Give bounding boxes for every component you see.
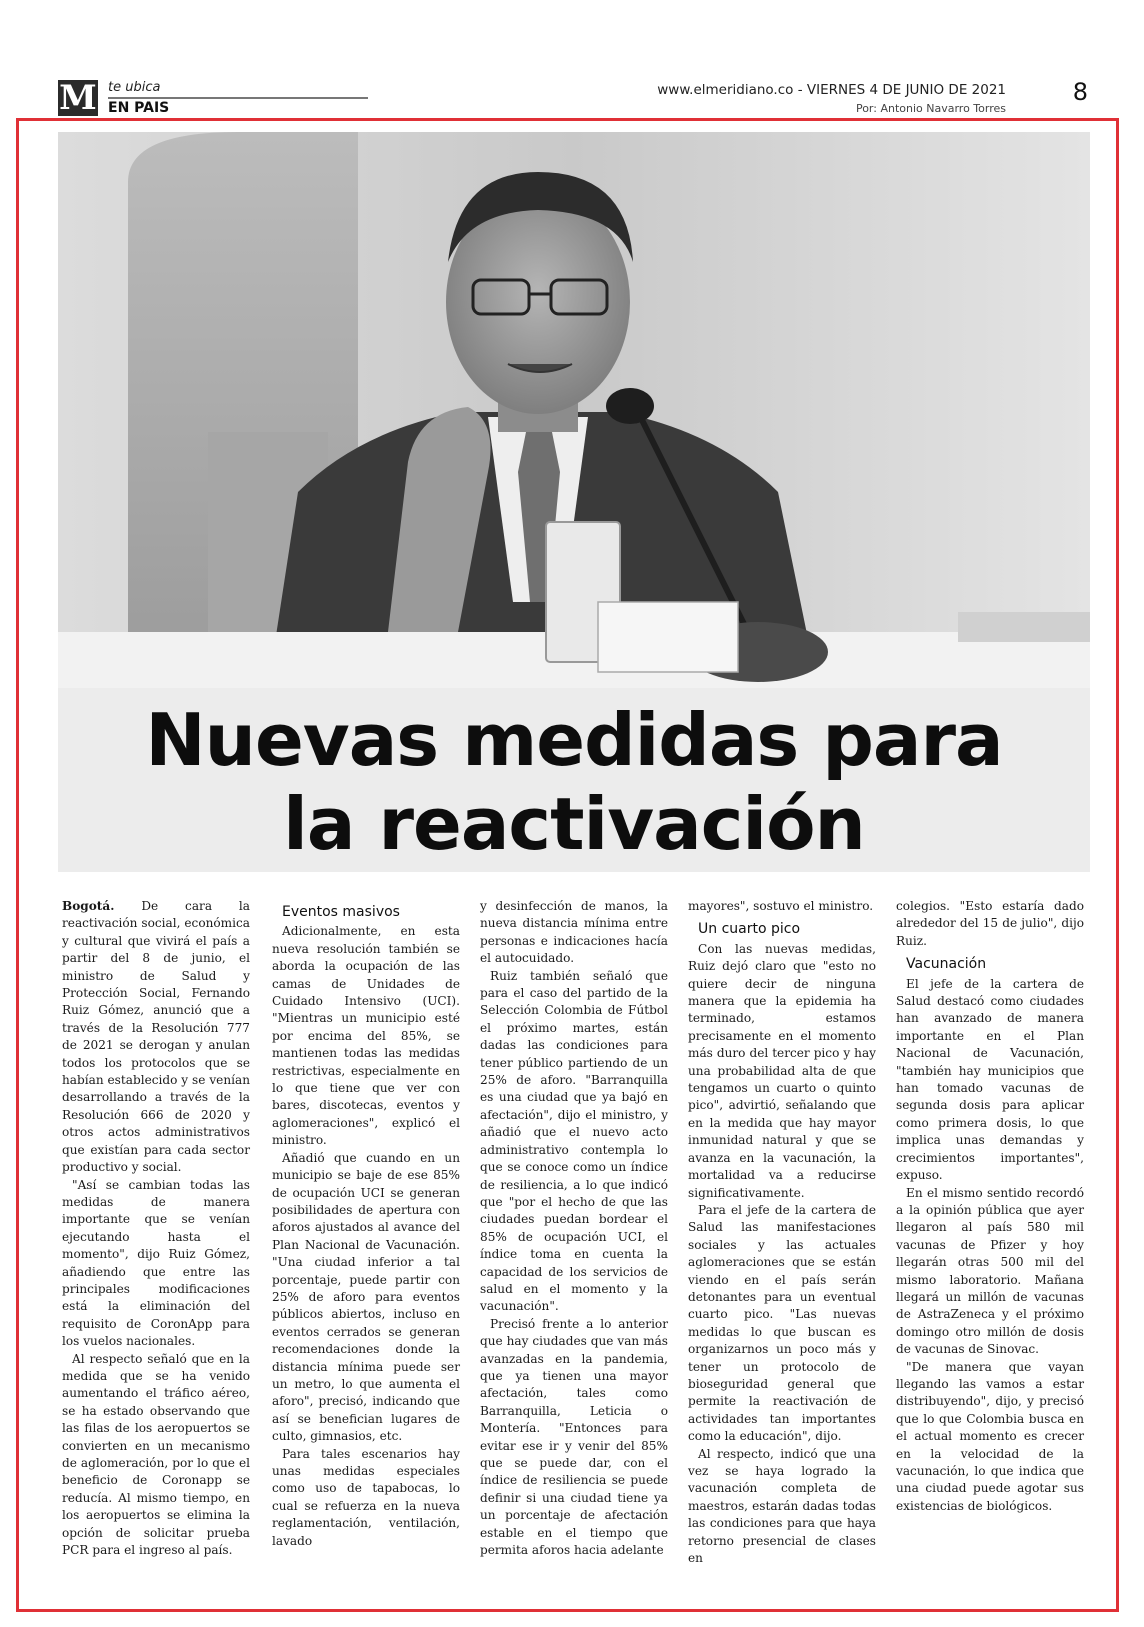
paragraph: En el mismo sentido recordó a la opinión pública que ayer llegaron al país 580 mil vacunas de Pfizer y hoy llegarán otras 500 mil del mismo laboratorio. Mañana llegará un millón de vacunas de AstraZeneca y el próximo domingo otro millón de dosis de vacunas de Sinovac. [896,1185,1084,1357]
paragraph-text: De cara la reactivación social, económica y cultural que vivirá el país a partir del 8 de junio, el ministro de Salud y Protección Social, Fernando Ruiz Gómez, anunció que a través de la Resolución 777 de 2021 se derogan y anulan todos los protocolos que se habían establecido y se venían desarrollando a través de la Resolución 666 de 2020 y otros actos administrativos que existían para cada sector productivo y social. [62,899,250,1175]
section-name: EN PAIS [108,100,170,116]
masthead [58,80,1088,116]
paragraph: Ruiz también señaló que para el caso del partido de la Selección Colombia de Fútbol el próximo martes, están dadas las condiciones para tener público partiendo de un 25% de aforo. "Barranquilla es una ciudad que ya bajó en afectación", dijo el ministro, y añadió que el nuevo acto administrativo contempla lo que se conoce como un índice de resiliencia, a lo que indicó que "por el hecho de que las ciudades puedan bordear el 85% de ocupación UCI, el índice toma en cuenta la capacidad de los servicios de salud en el momento y la vacunación". [480,968,668,1314]
subheading: Eventos masivos [282,904,400,920]
tagline: te ubica [108,80,161,95]
paragraph: Añadió que cuando en un municipio se baje de ese 85% de ocupación UCI se generan posibilidades de apertura con aforos ajustados al avance del Plan Nacional de Vacunación. "Una ciudad inferior a tal porcentaje, puede partir con 25% de aforo para eventos públicos abiertos, incluso en eventos cerrados se generan recomendaciones donde la distancia mínima puede ser un metro, lo que aumenta el aforo", precisó, indicando que así se benefician lugares de culto, gimnasios, etc. [272,1150,460,1444]
headline-line-1: Nuevas medidas para [145,698,1003,782]
divider [108,97,368,99]
paragraph: y desinfección de manos, la nueva distancia mínima entre personas e indicaciones hacía el autocuidado. [480,899,668,966]
article-column-3 [480,898,668,1559]
page-number: 8 [1072,78,1088,106]
newspaper-logo: M [59,78,97,118]
paragraph: Adicionalmente, en esta nueva resolución también se aborda la ocupación de las camas de Unidades de Cuidado Intensivo (UCI). "Mientras un municipio esté por encima del 85%, se mantienen todas las medidas restrictivas, especialmente en lo que tiene que ver con bares, discotecas, eventos y aglomeraciones", explicó el ministro. [272,924,460,1148]
paragraph: Al respecto, indicó que una vez se haya logrado la vacunación completa de maestros, estarán dadas todas las condiciones para que haya retorno presencial de clases en [688,1446,876,1566]
dateline: Bogotá. [62,899,115,913]
byline: Por: Antonio Navarro Torres [855,102,1006,115]
paragraph: "Así se cambian todas las medidas de manera importante que se venían ejecutando hasta el momento", dijo Ruiz Gómez, añadiendo que entre las principales modificaciones está la eliminación del requisito de CoronApp para los vuelos nacionales. [62,1177,250,1349]
article-column-4 [688,898,876,1567]
paragraph: mayores", sostuvo el ministro. [688,899,874,913]
article-photo [58,132,1090,688]
paragraph: "De manera que vayan llegando las vamos a estar distribuyendo", dijo, y precisó que lo que Colombia busca en el actual momento es crecer en la velocidad de la vacunación, lo que indica que una ciudad puede agotar sus existencias de biológicos. [896,1359,1084,1513]
site-and-date: www.elmeridiano.co - VIERNES 4 DE JUNIO DE 2021 [657,82,1006,98]
article-column-5 [896,898,1084,1515]
paragraph: Precisó frente a lo anterior que hay ciudades que van más avanzadas en la pandemia, que ya tienen una mayor afectación, tales como Barranquilla, Leticia o Montería. "Entonces para evitar ese ir y venir del 85% que se puede dar, con el índice de resiliencia se puede definir si una ciudad tiene ya un porcentaje de afectación estable en el tiempo que permita aforos hacia adelante [480,1316,668,1558]
headline-line-2: la reactivación [283,782,865,866]
paragraph: Para el jefe de la cartera de Salud las manifestaciones sociales y las actuales aglomeraciones que se están viendo en el país serán detonantes para un eventual cuarto pico. "Las nuevas medidas lo que buscan es organizarnos un poco más y tener un protocolo de bioseguridad general que permite la reactivación de actividades tan importantes como la educación", dijo. [688,1202,876,1444]
headline [58,698,1090,866]
headline-band [58,688,1090,872]
article-column-1 [62,898,250,1559]
subheading: Vacunación [906,956,987,973]
minister-photo-illustration [58,132,1090,688]
paragraph: Para tales escenarios hay unas medidas especiales como uso de tapabocas, lo cual se refuerza en la nueva reglamentación, ventilación, lavado [272,1446,460,1548]
article-column-2 [272,898,460,1550]
subheading: Un cuarto pico [698,921,801,938]
paragraph [62,898,250,1177]
paragraph: Al respecto señaló que en la medida que se ha venido aumentando el tráfico aéreo, se ha estado observando que las filas de los aeropuertos se convierten en un mecanismo de aglomeración, por lo que el beneficio de Coronapp se reducía. Al mismo tiempo, en los aeropuertos se elimina la opción de solicitar prueba PCR para el ingreso al país. [62,1351,250,1558]
paragraph: Con las nuevas medidas, Ruiz dejó claro que "esto no quiere decir de ninguna manera que la epidemia ha terminado, estamos precisamente en el momento más duro del tercer pico y hay una probabilidad alta de que tengamos un cuarto o quinto pico", advirtió, señalando que en la medida que hay mayor inmunidad natural y que se avanza en la vacunación, la mortalidad va a reducirse significativamente. [688,941,876,1200]
paragraph: El jefe de la cartera de Salud destacó como ciudades han avanzado de manera importante en el Plan Nacional de Vacunación, "también hay municipios que han tomado vacunas de segunda dosis para aplicar como primera dosis, lo que implica unas demandas y crecimientos importantes", expuso. [896,976,1084,1183]
paragraph: colegios. "Esto estaría dado alrededor del 15 de julio", dijo Ruiz. [896,899,1084,948]
